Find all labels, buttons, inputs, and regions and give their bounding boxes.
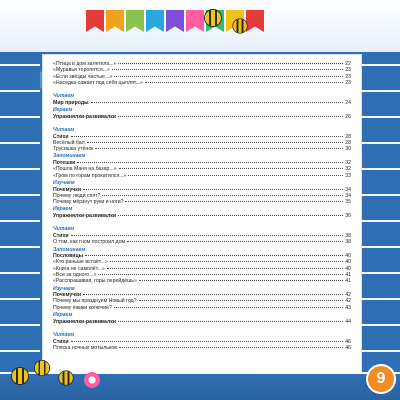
leader-dots bbox=[128, 175, 343, 176]
leader-dots bbox=[107, 268, 344, 269]
toc-entry-page: 40 bbox=[345, 259, 351, 266]
toc-entry-page: 40 bbox=[345, 253, 351, 260]
toc-gap bbox=[53, 120, 351, 126]
bee-icon bbox=[12, 368, 28, 384]
leader-dots bbox=[112, 69, 343, 70]
leader-dots bbox=[71, 136, 344, 137]
leader-dots bbox=[83, 294, 343, 295]
toc-entry[interactable] bbox=[53, 239, 351, 245]
leader-dots bbox=[118, 116, 343, 117]
leader-dots bbox=[114, 76, 343, 77]
toc-entry-title: Стихи bbox=[53, 133, 69, 140]
toc-entry-title: Упражнялки-развивалки bbox=[53, 213, 117, 220]
flower-icon bbox=[84, 372, 100, 388]
leader-dots bbox=[83, 189, 343, 190]
toc-entry-page: 32 bbox=[345, 160, 351, 167]
toc-entry[interactable] bbox=[53, 173, 351, 179]
toc-entry-page: 33 bbox=[345, 172, 351, 179]
flag-icon bbox=[186, 10, 204, 32]
bee-icon bbox=[35, 361, 49, 375]
toc-entry-page: 43 bbox=[345, 304, 351, 311]
toc-entry-page: 41 bbox=[345, 278, 351, 285]
toc-entry-title: Почему ёжики колючие? bbox=[53, 304, 112, 311]
flag-icon bbox=[246, 10, 264, 32]
leader-dots bbox=[119, 347, 343, 348]
toc-entry-page: 30 bbox=[345, 146, 351, 153]
bottom-left-decor bbox=[6, 354, 126, 394]
toc-section-label: Запоминаем bbox=[53, 246, 86, 253]
leader-dots bbox=[77, 162, 343, 163]
toc-entry[interactable] bbox=[53, 345, 351, 351]
toc-section-label: Читаем bbox=[53, 126, 75, 133]
toc-entry-title: Трусишка утёнок bbox=[53, 146, 94, 153]
toc-entry-page: 32 bbox=[345, 166, 351, 173]
leader-dots bbox=[139, 280, 343, 281]
toc-entry-page: 34 bbox=[345, 186, 351, 193]
leader-dots bbox=[71, 235, 344, 236]
toc-entry-title: «Расспрашивая, горы перейдёшь» bbox=[53, 278, 137, 285]
leader-dots bbox=[118, 63, 343, 64]
toc-gap bbox=[53, 86, 351, 92]
toc-entry-page: 28 bbox=[345, 133, 351, 140]
toc-entry-title: Пляска ночных мотыльков bbox=[53, 344, 117, 351]
toc-entry[interactable] bbox=[53, 199, 351, 205]
toc-section-label: Читаем bbox=[53, 226, 75, 233]
flag-icon bbox=[166, 10, 184, 32]
toc-entry-title: Почему люди спят? bbox=[53, 192, 101, 199]
flag-icon bbox=[126, 10, 144, 32]
flag-icon bbox=[86, 10, 104, 32]
toc-entry-title: «Наседка сажает под себя цыплят...» bbox=[53, 79, 143, 86]
toc-entry-title: Почему мы празднуем Новый год? bbox=[53, 298, 137, 305]
top-decor-strip bbox=[0, 0, 400, 54]
leader-dots bbox=[145, 82, 343, 83]
bee-icon bbox=[205, 10, 221, 26]
toc-entry[interactable] bbox=[53, 278, 351, 284]
toc-section-label: Читаем bbox=[53, 93, 75, 100]
toc-entry-page: 40 bbox=[345, 265, 351, 272]
leader-dots bbox=[125, 201, 343, 202]
toc-entry-title: Почемучки bbox=[53, 292, 82, 299]
toc-entry-page: 46 bbox=[345, 344, 351, 351]
toc-entry-page: 23 bbox=[345, 67, 351, 74]
page-number: 9 bbox=[376, 370, 386, 387]
table-of-contents bbox=[53, 61, 351, 351]
toc-entry-title: «Кто раньше встаёт...» bbox=[53, 259, 108, 266]
toc-entry-page: 23 bbox=[345, 73, 351, 80]
toc-section-label: Изучаем bbox=[53, 285, 75, 292]
toc-entry-page: 24 bbox=[345, 99, 351, 106]
leader-dots bbox=[114, 307, 343, 308]
leader-dots bbox=[87, 142, 344, 143]
right-decorative-border bbox=[360, 0, 400, 400]
toc-entry-title: «Пошла Маня на базар...» bbox=[53, 166, 117, 173]
toc-section-label: Запоминаем bbox=[53, 153, 86, 160]
toc-section-label: Играем bbox=[53, 312, 73, 319]
table-of-contents-panel bbox=[42, 54, 362, 384]
toc-entry-page: 35 bbox=[345, 199, 351, 206]
leader-dots bbox=[127, 241, 343, 242]
toc-entry-page: 26 bbox=[345, 113, 351, 120]
leader-dots bbox=[98, 274, 343, 275]
leader-dots bbox=[110, 261, 343, 262]
leader-dots bbox=[102, 195, 343, 196]
toc-entry-page: 42 bbox=[345, 292, 351, 299]
leader-dots bbox=[118, 215, 343, 216]
toc-entry-title: Весёлый бал bbox=[53, 139, 85, 146]
toc-entry-title: Упражнялки-развивалки bbox=[53, 113, 117, 120]
left-decorative-border bbox=[0, 0, 40, 400]
toc-entry-page: 34 bbox=[345, 192, 351, 199]
toc-entry-title: Стихи bbox=[53, 232, 69, 239]
toc-entry[interactable] bbox=[53, 100, 351, 106]
toc-entry-title: Почемучки bbox=[53, 186, 82, 193]
leader-dots bbox=[91, 102, 344, 103]
bee-icon bbox=[59, 371, 73, 385]
toc-entry-title: «Все за одного...» bbox=[53, 271, 97, 278]
toc-entry-title: О том, как гном построил дом bbox=[53, 239, 126, 246]
toc-entry-title: «Книга не самолёт...» bbox=[53, 265, 105, 272]
toc-entry-page: 44 bbox=[345, 318, 351, 325]
flag-icon bbox=[146, 10, 164, 32]
toc-entry-title: Пословицы bbox=[53, 253, 84, 260]
flag-icon bbox=[106, 10, 124, 32]
toc-entry-title: Мир природы bbox=[53, 99, 89, 106]
toc-entry-page: 38 bbox=[345, 232, 351, 239]
leader-dots bbox=[139, 300, 344, 301]
toc-entry-title: «Птица в дом залетела...» bbox=[53, 61, 117, 67]
toc-entry-page: 38 bbox=[345, 239, 351, 246]
toc-entry-title: Стихи bbox=[53, 338, 69, 345]
toc-entry-page: 41 bbox=[345, 271, 351, 278]
toc-gap bbox=[53, 219, 351, 225]
toc-gap bbox=[53, 325, 351, 331]
toc-entry[interactable] bbox=[53, 305, 351, 311]
toc-section-label: Изучаем bbox=[53, 179, 75, 186]
page-number-badge bbox=[368, 366, 394, 392]
toc-entry-title: «Если звёзды частые...» bbox=[53, 73, 113, 80]
leader-dots bbox=[118, 321, 343, 322]
bunting-garland bbox=[86, 0, 296, 46]
toc-entry-title: «Гром по горам прокатился...» bbox=[53, 172, 127, 179]
toc-entry-page: 36 bbox=[345, 213, 351, 220]
leader-dots bbox=[119, 168, 344, 169]
toc-entry-page: 42 bbox=[345, 298, 351, 305]
toc-section-label: Читаем bbox=[53, 331, 75, 338]
toc-entry-page: 22 bbox=[345, 61, 351, 67]
toc-entry-title: Упражнялки-развивалки bbox=[53, 318, 117, 325]
toc-entry-page: 23 bbox=[345, 79, 351, 86]
toc-entry-title: «Муравьи торопятся...» bbox=[53, 67, 110, 74]
toc-section-label: Играем bbox=[53, 107, 73, 114]
toc-section-label: Играем bbox=[53, 206, 73, 213]
toc-entry[interactable] bbox=[53, 146, 351, 152]
toc-entry-title: Почему мёрзнут руки и ноги? bbox=[53, 199, 124, 206]
toc-entry-page: 28 bbox=[345, 139, 351, 146]
leader-dots bbox=[71, 341, 344, 342]
toc-entry-page: 46 bbox=[345, 338, 351, 345]
leader-dots bbox=[85, 255, 343, 256]
bee-icon bbox=[233, 19, 247, 33]
leader-dots bbox=[95, 148, 343, 149]
toc-entry-title: Потешки bbox=[53, 160, 76, 167]
